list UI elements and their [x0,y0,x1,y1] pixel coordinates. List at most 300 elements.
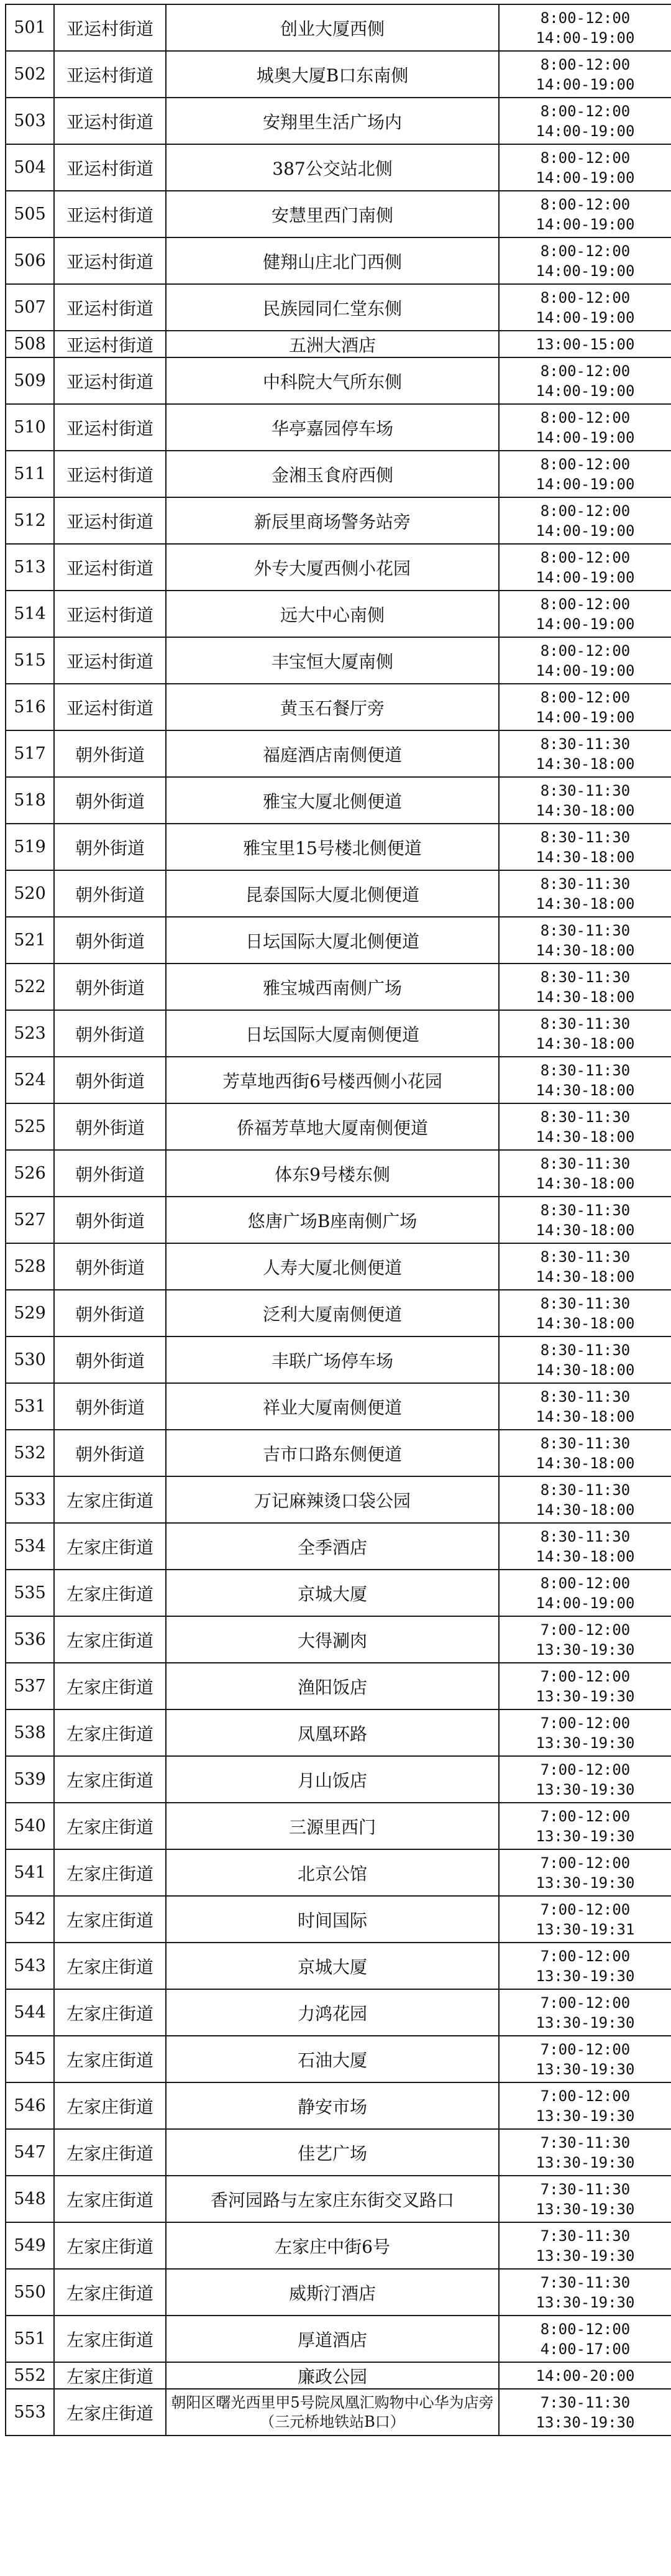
street-name: 左家庄街道 [54,1476,166,1523]
time-slot: 7:00-12:00 [540,1621,631,1639]
service-hours [499,777,671,824]
site-location: 金湘玉食府西侧 [166,451,499,497]
table-row [6,1476,671,1523]
table-row [6,2222,671,2269]
row-number: 517 [6,730,54,777]
time-slot: 8:00-12:00 [540,195,631,213]
time-slot: 14:00-19:00 [536,428,635,446]
site-location: 威斯汀酒店 [166,2269,499,2316]
site-location: 安慧里西门南侧 [166,191,499,237]
row-number: 527 [6,1197,54,1243]
table-row [6,2036,671,2082]
row-number: 518 [6,777,54,824]
time-slot: 8:30-11:30 [540,1108,631,1126]
time-slot: 14:00-19:00 [536,122,635,140]
row-number: 533 [6,1476,54,1523]
time-slot: 14:30-18:00 [536,848,635,866]
street-name: 左家庄街道 [54,2389,166,2436]
site-location: 泛利大厦南侧便道 [166,1290,499,1336]
testing-sites-table [5,4,671,2436]
row-number: 506 [6,237,54,284]
table-row [6,1756,671,1803]
street-name: 亚运村街道 [54,237,166,284]
service-hours [499,98,671,144]
site-location: 外专大厦西侧小花园 [166,544,499,591]
site-location: 朝阳区曙光西里甲5号院凤凰汇购物中心华为店旁（三元桥地铁站B口） [166,2389,499,2436]
site-location: 佳艺广场 [166,2129,499,2176]
table-row [6,1057,671,1103]
site-location: 人寿大厦北侧便道 [166,1243,499,1290]
site-location: 力鸿花园 [166,1989,499,2036]
table-row [6,1243,671,1290]
site-location: 石油大厦 [166,2036,499,2082]
street-name: 朝外街道 [54,1150,166,1197]
street-name: 朝外街道 [54,917,166,964]
street-name: 左家庄街道 [54,2036,166,2082]
time-slot: 13:30-19:30 [536,2200,635,2218]
table-row [6,1523,671,1570]
service-hours [499,2082,671,2129]
street-name: 亚运村街道 [54,684,166,730]
time-slot: 13:30-19:30 [536,1640,635,1658]
time-slot: 7:00-12:00 [540,2087,631,2105]
time-slot: 8:00-12:00 [540,288,631,306]
table-row [6,98,671,144]
service-hours [499,1243,671,1290]
table-row [6,331,671,357]
time-slot: 7:30-11:30 [540,2180,631,2198]
site-location: 京城大厦 [166,1570,499,1616]
row-number: 526 [6,1150,54,1197]
service-hours [499,544,671,591]
time-slot: 14:00-19:00 [536,568,635,586]
street-name: 亚运村街道 [54,591,166,637]
row-number: 542 [6,1896,54,1943]
time-slot: 14:00-19:00 [536,615,635,633]
street-name: 亚运村街道 [54,331,166,357]
table-row [6,357,671,404]
table-row [6,1150,671,1197]
table-row [6,1849,671,1896]
service-hours [499,237,671,284]
street-name: 左家庄街道 [54,1989,166,2036]
street-name: 左家庄街道 [54,2362,166,2389]
time-slot: 8:30-11:30 [540,1014,631,1033]
service-hours [499,1616,671,1663]
table-row [6,1896,671,1943]
row-number: 502 [6,51,54,98]
street-name: 亚运村街道 [54,144,166,191]
time-slot: 14:30-18:00 [536,1174,635,1192]
street-name: 亚运村街道 [54,404,166,451]
table-row [6,51,671,98]
street-name: 左家庄街道 [54,2316,166,2362]
service-hours [499,591,671,637]
table-body [6,4,671,2436]
site-location: 丰宝恒大厦南侧 [166,637,499,684]
service-hours [499,824,671,870]
table-row [6,591,671,637]
site-location: 丰联广场停车场 [166,1336,499,1383]
row-number: 511 [6,451,54,497]
site-location: 福庭酒店南侧便道 [166,730,499,777]
street-name: 亚运村街道 [54,451,166,497]
row-number: 532 [6,1430,54,1476]
site-location: 昆泰国际大厦北侧便道 [166,870,499,917]
site-location: 祥业大厦南侧便道 [166,1383,499,1430]
row-number: 516 [6,684,54,730]
time-slot: 8:30-11:30 [540,1294,631,1312]
time-slot: 14:00-19:00 [536,29,635,47]
time-slot: 7:30-11:30 [540,2393,631,2411]
time-slot: 7:00-12:00 [540,1714,631,1732]
street-name: 亚运村街道 [54,544,166,591]
time-slot: 8:00-12:00 [540,455,631,473]
table-row [6,1103,671,1150]
row-number: 552 [6,2362,54,2389]
site-location: 厚道酒店 [166,2316,499,2362]
table-row [6,1336,671,1383]
time-slot: 7:00-12:00 [540,1900,631,1918]
service-hours [499,1709,671,1756]
row-number: 541 [6,1849,54,1896]
street-name: 左家庄街道 [54,1663,166,1709]
service-hours [499,1010,671,1057]
time-slot: 8:30-11:30 [540,1481,631,1499]
row-number: 522 [6,964,54,1010]
site-location: 时间国际 [166,1896,499,1943]
table-row [6,637,671,684]
service-hours [499,1057,671,1103]
table-row [6,1663,671,1709]
street-name: 朝外街道 [54,777,166,824]
time-slot: 7:00-12:00 [540,1760,631,1778]
service-hours [499,870,671,917]
time-slot: 14:30-18:00 [536,1407,635,1425]
row-number: 523 [6,1010,54,1057]
site-location: 雅宝城西南侧广场 [166,964,499,1010]
table-row [6,917,671,964]
time-slot: 7:30-11:30 [540,2133,631,2151]
street-name: 左家庄街道 [54,1523,166,1570]
service-hours [499,684,671,730]
row-number: 525 [6,1103,54,1150]
row-number: 531 [6,1383,54,1430]
time-slot: 13:30-19:30 [536,2293,635,2311]
table-row [6,1570,671,1616]
table-row [6,730,671,777]
site-location: 三源里西门 [166,1803,499,1849]
service-hours [499,1383,671,1430]
time-slot: 8:30-11:30 [540,1434,631,1452]
service-hours [499,284,671,331]
table-row [6,284,671,331]
time-slot: 14:00-20:00 [536,2367,635,2385]
site-location: 渔阳饭店 [166,1663,499,1709]
time-slot: 8:00-12:00 [540,242,631,260]
site-location: 京城大厦 [166,1943,499,1989]
site-location: 侨福芳草地大厦南侧便道 [166,1103,499,1150]
time-slot: 13:30-19:30 [536,1780,635,1798]
time-slot: 13:30-19:30 [536,1967,635,1985]
site-location: 雅宝大厦北侧便道 [166,777,499,824]
row-number: 548 [6,2176,54,2222]
service-hours [499,331,671,357]
service-hours [499,730,671,777]
row-number: 503 [6,98,54,144]
service-hours [499,1290,671,1336]
time-slot: 7:00-12:00 [540,1807,631,1825]
time-slot: 7:00-12:00 [540,1854,631,1872]
street-name: 朝外街道 [54,1103,166,1150]
street-name: 亚运村街道 [54,191,166,237]
row-number: 521 [6,917,54,964]
time-slot: 8:30-11:30 [540,1387,631,1405]
service-hours [499,1756,671,1803]
service-hours [499,404,671,451]
street-name: 左家庄街道 [54,1943,166,1989]
table-row [6,1616,671,1663]
table-row [6,237,671,284]
table-row [6,404,671,451]
time-slot: 8:30-11:30 [540,968,631,986]
street-name: 亚运村街道 [54,497,166,544]
street-name: 朝外街道 [54,870,166,917]
street-name: 左家庄街道 [54,1896,166,1943]
time-slot: 8:00-12:00 [540,55,631,73]
table-row [6,2316,671,2362]
row-number: 515 [6,637,54,684]
site-location: 左家庄中街6号 [166,2222,499,2269]
site-location: 日坛国际大厦北侧便道 [166,917,499,964]
site-location: 387公交站北侧 [166,144,499,191]
time-slot: 13:30-19:30 [536,1874,635,1892]
row-number: 514 [6,591,54,637]
row-number: 540 [6,1803,54,1849]
site-location: 廉政公园 [166,2362,499,2389]
service-hours [499,2176,671,2222]
time-slot: 14:30-18:00 [536,988,635,1006]
time-slot: 8:00-12:00 [540,102,631,120]
service-hours [499,1663,671,1709]
service-hours [499,964,671,1010]
time-slot: 14:00-19:00 [536,708,635,726]
street-name: 亚运村街道 [54,637,166,684]
row-number: 528 [6,1243,54,1290]
time-slot: 8:00-12:00 [540,408,631,426]
row-number: 534 [6,1523,54,1570]
service-hours [499,191,671,237]
service-hours [499,2129,671,2176]
table-row [6,824,671,870]
site-location: 雅宝里15号楼北侧便道 [166,824,499,870]
time-slot: 14:00-19:00 [536,382,635,400]
time-slot: 8:30-11:30 [540,1061,631,1079]
service-hours [499,1803,671,1849]
row-number: 519 [6,824,54,870]
site-location: 万记麻辣烫口袋公园 [166,1476,499,1523]
street-name: 左家庄街道 [54,2129,166,2176]
street-name: 朝外街道 [54,964,166,1010]
row-number: 510 [6,404,54,451]
street-name: 左家庄街道 [54,2082,166,2129]
site-location: 吉市口路东侧便道 [166,1430,499,1476]
time-slot: 13:30-19:30 [536,2153,635,2171]
time-slot: 13:30-19:30 [536,2060,635,2078]
table-row [6,4,671,51]
street-name: 亚运村街道 [54,51,166,98]
time-slot: 8:30-11:30 [540,828,631,846]
service-hours [499,4,671,51]
row-number: 536 [6,1616,54,1663]
time-slot: 13:30-19:30 [536,2107,635,2125]
table-row [6,2176,671,2222]
table-row [6,144,671,191]
site-location: 新辰里商场警务站旁 [166,497,499,544]
time-slot: 14:00-19:00 [536,661,635,679]
street-name: 朝外街道 [54,1057,166,1103]
row-number: 551 [6,2316,54,2362]
row-number: 504 [6,144,54,191]
table-row [6,964,671,1010]
table-row [6,1197,671,1243]
time-slot: 8:00-12:00 [540,1574,631,1592]
time-slot: 14:30-18:00 [536,1128,635,1146]
site-location: 月山饭店 [166,1756,499,1803]
row-number: 550 [6,2269,54,2316]
service-hours [499,1430,671,1476]
time-slot: 14:30-18:00 [536,1454,635,1472]
street-name: 朝外街道 [54,1290,166,1336]
street-name: 朝外街道 [54,824,166,870]
site-location: 安翔里生活广场内 [166,98,499,144]
street-name: 左家庄街道 [54,1803,166,1849]
service-hours [499,1989,671,2036]
service-hours [499,2362,671,2389]
table-row [6,1803,671,1849]
time-slot: 7:00-12:00 [540,1667,631,1685]
time-slot: 8:00-12:00 [540,502,631,520]
table-row [6,451,671,497]
time-slot: 14:30-18:00 [536,1547,635,1565]
time-slot: 8:00-12:00 [540,642,631,660]
street-name: 左家庄街道 [54,1616,166,1663]
time-slot: 14:30-18:00 [536,941,635,959]
service-hours [499,1523,671,1570]
row-number: 539 [6,1756,54,1803]
time-slot: 14:00-19:00 [536,262,635,280]
time-slot: 14:30-18:00 [536,801,635,819]
time-slot: 8:30-11:30 [540,921,631,939]
table-row [6,191,671,237]
site-location: 中科院大气所东侧 [166,357,499,404]
row-number: 553 [6,2389,54,2436]
row-number: 512 [6,497,54,544]
site-location: 芳草地西街6号楼西侧小花园 [166,1057,499,1103]
time-slot: 13:30-19:30 [536,2413,635,2431]
time-slot: 8:30-11:30 [540,1154,631,1172]
time-slot: 8:00-12:00 [540,595,631,613]
table-row [6,2129,671,2176]
row-number: 507 [6,284,54,331]
service-hours [499,1103,671,1150]
row-number: 544 [6,1989,54,2036]
street-name: 亚运村街道 [54,357,166,404]
site-location: 香河园路与左家庄东街交叉路口 [166,2176,499,2222]
row-number: 543 [6,1943,54,1989]
row-number: 524 [6,1057,54,1103]
time-slot: 8:30-11:30 [540,1341,631,1359]
time-slot: 14:30-18:00 [536,1221,635,1239]
time-slot: 8:00-12:00 [540,688,631,706]
row-number: 549 [6,2222,54,2269]
row-number: 547 [6,2129,54,2176]
time-slot: 7:00-12:00 [540,1947,631,1965]
street-name: 左家庄街道 [54,1849,166,1896]
time-slot: 8:00-12:00 [540,9,631,27]
service-hours [499,2269,671,2316]
service-hours [499,2316,671,2362]
site-location: 凤凰环路 [166,1709,499,1756]
time-slot: 14:30-18:00 [536,1081,635,1099]
time-slot: 14:00-19:00 [536,168,635,186]
time-slot: 13:30-19:30 [536,2247,635,2265]
row-number: 508 [6,331,54,357]
street-name: 亚运村街道 [54,4,166,51]
street-name: 朝外街道 [54,730,166,777]
time-slot: 13:00-15:00 [536,335,635,353]
time-slot: 14:30-18:00 [536,1361,635,1379]
site-location: 体东9号楼东侧 [166,1150,499,1197]
site-location: 悠唐广场B座南侧广场 [166,1197,499,1243]
street-name: 朝外街道 [54,1243,166,1290]
street-name: 左家庄街道 [54,2176,166,2222]
street-name: 朝外街道 [54,1197,166,1243]
time-slot: 8:30-11:30 [540,1527,631,1545]
row-number: 530 [6,1336,54,1383]
table-row [6,1989,671,2036]
site-location: 城奥大厦B口东南侧 [166,51,499,98]
table-row [6,870,671,917]
table-row [6,2082,671,2129]
time-slot: 13:30-19:30 [536,1827,635,1845]
table-row [6,544,671,591]
time-slot: 7:30-11:30 [540,2227,631,2245]
street-name: 左家庄街道 [54,1570,166,1616]
table-row [6,1010,671,1057]
time-slot: 13:30-19:31 [536,1920,635,1938]
street-name: 左家庄街道 [54,1756,166,1803]
time-slot: 14:00-19:00 [536,522,635,540]
time-slot: 8:30-11:30 [540,1248,631,1266]
street-name: 朝外街道 [54,1430,166,1476]
time-slot: 8:30-11:30 [540,781,631,799]
row-number: 537 [6,1663,54,1709]
site-location: 全季酒店 [166,1523,499,1570]
time-slot: 14:30-18:00 [536,1501,635,1519]
time-slot: 13:30-19:30 [536,1734,635,1752]
service-hours [499,1197,671,1243]
service-hours [499,1943,671,1989]
row-number: 505 [6,191,54,237]
row-number: 538 [6,1709,54,1756]
time-slot: 7:00-12:00 [540,1994,631,2012]
service-hours [499,1570,671,1616]
time-slot: 8:00-12:00 [540,149,631,167]
site-location: 健翔山庄北门西侧 [166,237,499,284]
site-location: 民族园同仁堂东侧 [166,284,499,331]
site-location: 日坛国际大厦南侧便道 [166,1010,499,1057]
